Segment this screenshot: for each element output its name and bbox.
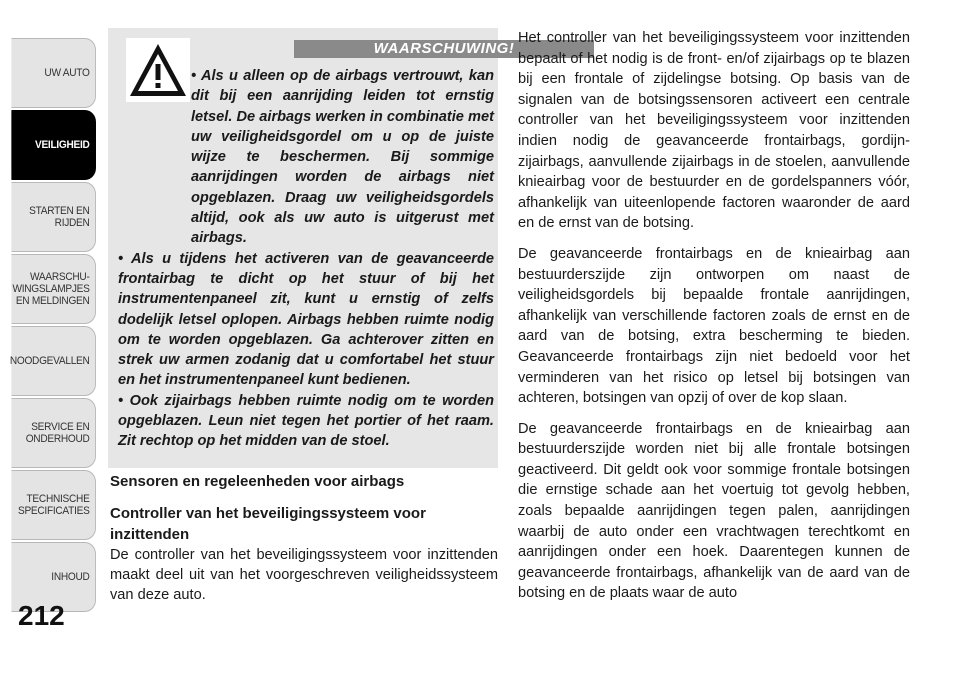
warning-paragraph-2: • Als u tijdens het activeren van de geavanceerde frontairbag te dicht op het stuur of bij het instrumentenpaneel zit, kunt u ernstig of zelfs dodelijk letsel oplopen. Airbags hebben ruimte nodig om te worden opgeblazen. Ga achterover zitten en strek uw armen zodanig dat u comfortabel het stuur en het instrumentenpaneel kunt bedienen. (118, 250, 494, 389)
section-heading-controller: Controller van het beveiligingssysteem voor inzittenden (110, 505, 426, 543)
warning-box (108, 28, 515, 468)
tab-uw-auto[interactable]: UW AUTO (11, 38, 96, 108)
tab-noodgevallen[interactable]: NOODGEVALLEN (11, 326, 96, 396)
warning-paragraph-1: • Als u alleen op de airbags vertrouwt, kan dit bij een aanrijding leiden tot ernstig letsel. De airbags werken in combinatie met uw veiligheidsgordel om u op de juiste wijze te beschermen. Bij sommige aanrijdingen worden de airbags niet opgeblazen. Draag uw veiligheidsgordels altijd, ook als uw auto is uitgerust met airbags. (191, 68, 494, 247)
warning-text (118, 66, 494, 452)
chapter-tabs (0, 0, 100, 678)
tab-inhoud[interactable]: INHOUD (11, 542, 96, 612)
warning-paragraph-3: • Ook zijairbags hebben ruimte nodig om te worden opgeblazen. Leun niet tegen het portier of het raam. Zit rechtop op het midden van de stoel. (118, 392, 494, 450)
controller-intro-text: De controller van het beveiligingssysteem voor inzittenden maakt deel uit van het voorgeschreven veiligheidssysteem van deze auto. (110, 546, 498, 604)
right-column (518, 28, 910, 614)
tab-service-en-onderhoud[interactable]: SERVICE EN ONDERHOUD (11, 398, 96, 468)
section-heading-sensors: Sensoren en regeleenheden voor airbags (110, 473, 405, 490)
tab-technische-specificaties[interactable]: TECHNISCHE SPECIFICATIES (11, 470, 96, 540)
tab-starten-en-rijden[interactable]: STARTEN EN RIJDEN (11, 182, 96, 252)
right-paragraph-2: De geavanceerde frontairbags en de knieairbag aan bestuurderszijde zijn ontworpen om naast de veiligheidsgordels bij bepaalde frontale aanrijdingen, afhankelijk van verschillende factoren zoals de ernst en de aard van de botsing, extra bescherming te bieden. Geavanceerde frontairbags zijn niet bedoeld voor het verminderen van het risico op letsel bij botsingen van achteren, botsingen van opzij of over de kop slaan. (518, 245, 910, 407)
tab-waarschuwingslampjes[interactable]: WAARSCHU- WINGSLAMPJES EN MELDINGEN (11, 254, 96, 324)
tab-veiligheid[interactable]: VEILIGHEID (11, 110, 96, 180)
right-paragraph-1: Het controller van het beveiligingssysteem voor inzittenden bepaalt of het nodig is de front- en/of zijairbags op te blazen bij een frontale of zijdelingse botsing. Op basis van de signalen van de botsingssensoren activeert een centrale controller van het beveiligingssysteem voor inzittenden indien nodig de geavanceerde frontairbags, gordijn-zijairbags, aanvullende zijairbags in de stoelen, aanvullende knieairbag voor de bestuurder en de gordelspanners vóór, afhankelijk van uiteenlopende factoren waaronder de aard en de ernst van de botsing. (518, 30, 910, 232)
warning-title: WAARSCHUWING! (294, 40, 594, 58)
page-number: 212 (18, 600, 65, 631)
right-paragraph-3: De geavanceerde frontairbags en de knieairbag aan bestuurderszijde worden niet bij alle frontale botsingen geactiveerd. Dit geldt ook voor sommige frontale botsingen die ernstige schade aan het voertuig tot gevolg hebben, zoals bepaalde aanrijdingen tegen palen, aanrijdingen waarbij de auto onder een vrachtwagen terechtkomt en aanrijdingen onder een hoek. Daarentegen kunnen de geavanceerde frontairbags, afhankelijk van de aard van de botsing en de plaats waar de auto (518, 420, 910, 602)
left-column (110, 472, 498, 606)
